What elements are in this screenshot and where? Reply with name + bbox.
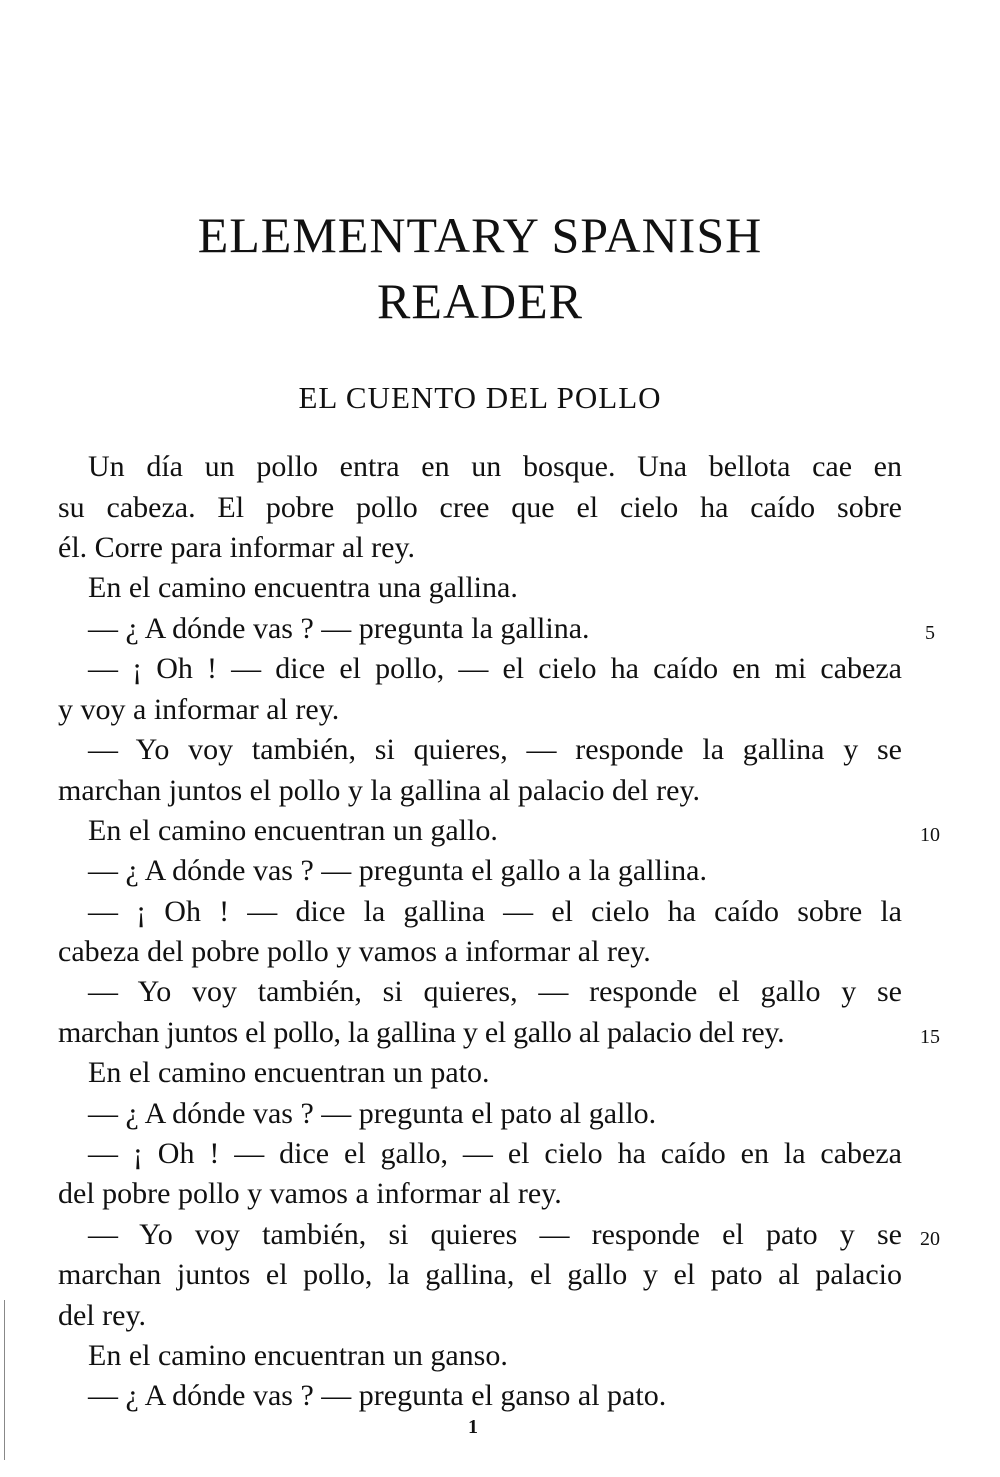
- text-line: del pobre pollo y vamos a informar al rey.: [58, 1177, 562, 1210]
- text-line: marchan juntos el pollo, la gallina y el gallo al palacio del rey.: [58, 1016, 785, 1049]
- text-line: En el camino encuentran un pato.: [88, 1056, 490, 1089]
- text-line: — Yo voy también, si quieres, — responde la gallina y se: [88, 733, 902, 766]
- book-title-line-2: READER: [377, 273, 583, 329]
- text-line: — ¿ A dónde vas ? — pregunta el ganso al pato.: [88, 1379, 667, 1412]
- chapter-title: EL CUENTO DEL POLLO: [298, 380, 662, 415]
- text-line: — ¡ Oh ! — dice la gallina — el cielo ha caído sobre la: [88, 895, 902, 928]
- text-line: — Yo voy también, si quieres — responde el pato y se: [88, 1218, 902, 1251]
- text-line: él. Corre para informar al rey.: [58, 531, 416, 564]
- page-number: 1: [468, 1416, 478, 1438]
- text-line: En el camino encuentran un ganso.: [88, 1339, 508, 1372]
- line-number: 20: [920, 1228, 940, 1250]
- book-title-line-1: ELEMENTARY SPANISH: [197, 207, 763, 263]
- text-line: En el camino encuentran un gallo.: [88, 814, 498, 847]
- line-number: 15: [920, 1026, 940, 1048]
- text-line: — ¡ Oh ! — dice el gallo, — el cielo ha caído en la cabeza: [88, 1137, 902, 1170]
- text-line: — ¡ Oh ! — dice el pollo, — el cielo ha caído en mi cabeza: [88, 652, 902, 685]
- text-line: En el camino encuentra una gallina.: [88, 571, 518, 604]
- text-line: marchan juntos el pollo y la gallina al palacio del rey.: [58, 774, 700, 807]
- text-line: del rey.: [58, 1299, 147, 1332]
- text-line: su cabeza. El pobre pollo cree que el cielo ha caído sobre: [58, 491, 902, 524]
- text-line: — Yo voy también, si quieres, — responde el gallo y se: [88, 975, 902, 1008]
- text-line: Un día un pollo entra en un bosque. Una bellota cae en: [88, 450, 902, 483]
- text-line: — ¿ A dónde vas ? — pregunta el pato al gallo.: [88, 1097, 657, 1130]
- scan-edge-mark: [4, 1300, 5, 1460]
- text-line: y voy a informar al rey.: [58, 693, 340, 726]
- text-line: — ¿ A dónde vas ? — pregunta la gallina.: [88, 612, 590, 645]
- line-number: 5: [925, 622, 935, 644]
- text-line: — ¿ A dónde vas ? — pregunta el gallo a la gallina.: [88, 854, 707, 887]
- line-number: 10: [920, 824, 940, 846]
- text-line: cabeza del pobre pollo y vamos a informar al rey.: [58, 935, 651, 968]
- text-line: marchan juntos el pollo, la gallina, el gallo y el pato al palacio: [58, 1258, 902, 1291]
